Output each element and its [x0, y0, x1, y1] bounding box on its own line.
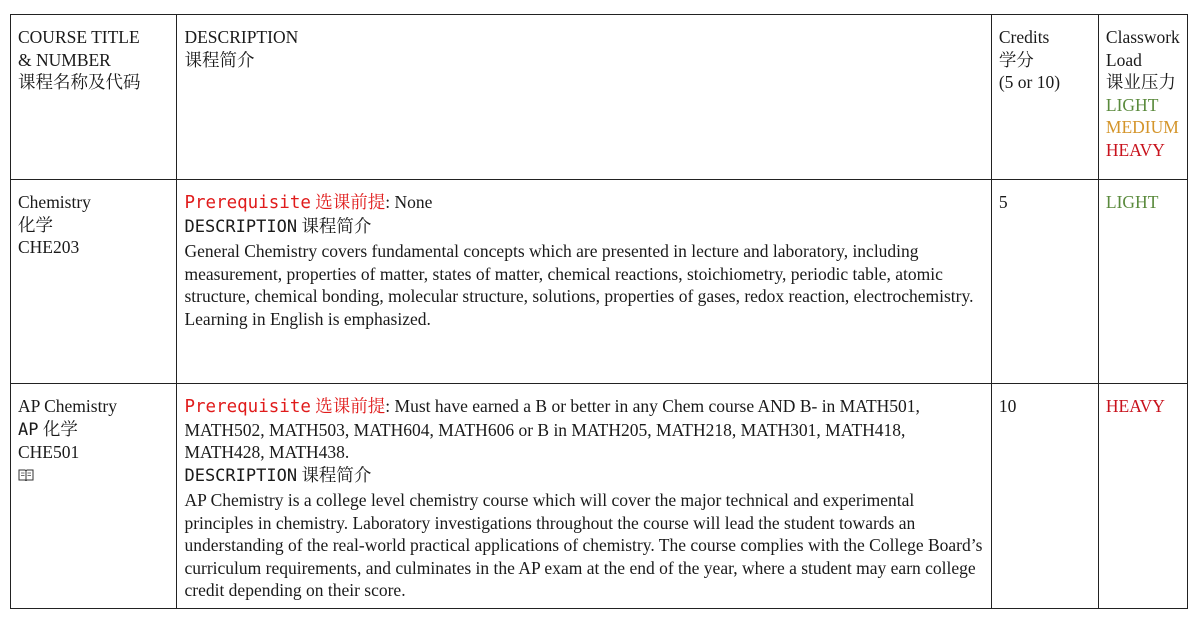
header-credits [991, 15, 1098, 180]
description-heading [184, 215, 984, 239]
header-desc-zh: 课程简介 [184, 49, 255, 70]
prerequisite-label-zh: 选课前提 [315, 396, 386, 416]
load-cell [1098, 384, 1187, 609]
course-table [10, 14, 1188, 609]
credits-value: 10 [998, 396, 1017, 416]
header-credits-en: Credits [998, 27, 1050, 47]
table-row [11, 180, 1188, 384]
course-name-en: Chemistry [18, 192, 91, 212]
header-description [177, 15, 991, 180]
course-name-zh: 化学 [42, 418, 78, 439]
header-load-zh: 课业压力 [1105, 72, 1176, 92]
load-value: LIGHT [1105, 192, 1159, 212]
book-icon [18, 468, 34, 482]
prerequisite-text: : None [385, 192, 433, 212]
course-code: CHE501 [18, 442, 80, 462]
legend-heavy: HEAVY [1105, 139, 1165, 160]
table-row [11, 384, 1188, 609]
description-heading [184, 464, 984, 488]
header-title-en-1: COURSE TITLE [18, 27, 140, 47]
prerequisite-line [184, 395, 984, 464]
course-name-zh: 化学 [18, 214, 53, 235]
description-label-zh: 课程简介 [301, 215, 372, 236]
prerequisite-label-zh: 选课前提 [315, 192, 386, 212]
description-label: DESCRIPTION [184, 216, 298, 237]
legend-medium: MEDIUM [1105, 117, 1179, 137]
credits-value: 5 [998, 192, 1008, 212]
description-text: General Chemistry covers fundamental concepts which are presented in lecture and laboratory, including measurement, properties of matter, states of matter, chemical reactions, stoichiometry, periodic table, atomic structure, chemical bonding, molecular structure, solutions, properties of gases, redox reaction, electrochemistry. Learning in English is emphasized. [184, 241, 974, 329]
course-title-cell [11, 384, 177, 609]
prerequisite-label: Prerequisite [184, 193, 311, 213]
description-label-zh: 课程简介 [301, 464, 372, 485]
course-name-zh-line [18, 418, 170, 442]
header-title-zh: 课程名称及代码 [18, 72, 141, 92]
load-value: HEAVY [1105, 396, 1165, 416]
prerequisite-text: : Must have earned a B or better in any Chem course AND B- in MATH501, MATH502, MATH503, MATH604, MATH606 or B in MATH205, MATH218, MATH301, MATH418, MATH428, MATH438. [184, 396, 920, 462]
header-load-en-1: Classwork [1105, 27, 1180, 47]
credits-cell [991, 384, 1098, 609]
course-name-en: AP Chemistry [18, 396, 118, 416]
header-title-en-2: & NUMBER [18, 49, 111, 70]
prerequisite-label: Prerequisite [184, 397, 311, 417]
header-classwork-load [1098, 15, 1187, 180]
credits-cell [991, 180, 1098, 384]
header-course-title [11, 15, 177, 180]
course-description-cell [177, 180, 991, 384]
legend-light: LIGHT [1105, 94, 1159, 115]
course-catalog-page [10, 14, 1188, 609]
description-label: DESCRIPTION [184, 465, 298, 486]
course-title-cell [11, 180, 177, 384]
table-header-row [11, 15, 1188, 180]
header-credits-range: (5 or 10) [998, 72, 1061, 92]
description-text: AP Chemistry is a college level chemistry course which will cover the major technical and experimental principles in chemistry. Laboratory investigations throughout the course will lead the student towards an understanding of the real-world practical applications of chemistry. The course complies with the College Board’s curriculum requirements, and culminates in the AP exam at the end of the year, where a student may earn college credit depending on their score. [184, 490, 983, 600]
course-description-cell [177, 384, 991, 609]
course-code: CHE203 [18, 237, 80, 257]
header-load-en-2: Load [1105, 49, 1142, 70]
prerequisite-line [184, 191, 984, 215]
course-name-ap: AP [18, 419, 39, 440]
header-desc-en: DESCRIPTION [184, 27, 299, 47]
load-cell [1098, 180, 1187, 384]
header-credits-zh: 学分 [998, 49, 1034, 70]
